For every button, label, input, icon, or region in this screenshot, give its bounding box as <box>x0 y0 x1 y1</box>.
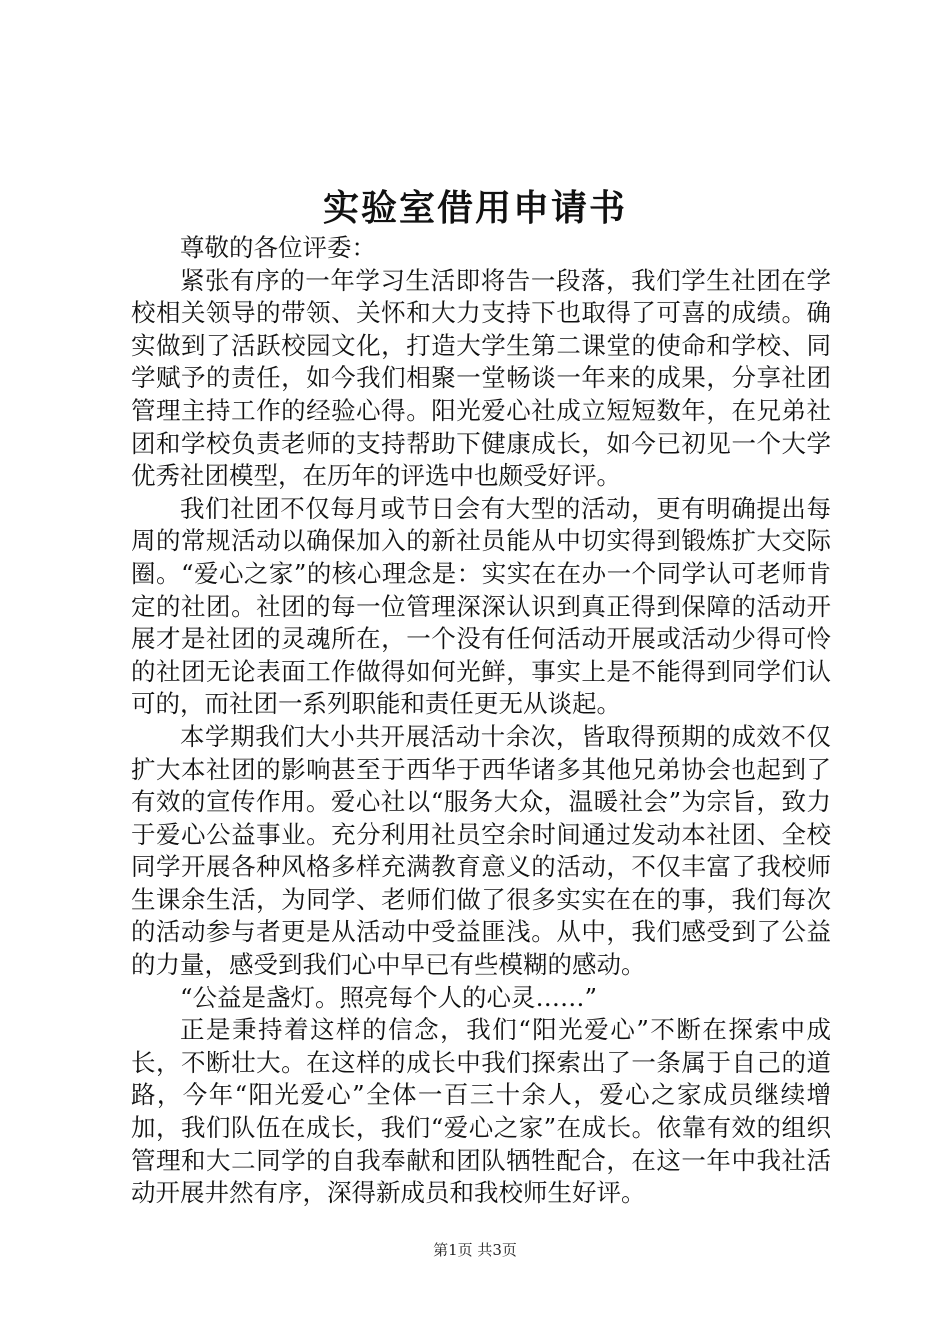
body-paragraph-5: 正是秉持着这样的信念，我们“阳光爱心”不断在探索中成长，不断壮大。在这样的成长中我们探索出了一条属于自己的道路，今年“阳光爱心”全体一百三十余人，爱心之家成员继续增加，我们队伍在成长，我们“爱心之家”在成长。依靠有效的组织管理和大二同学的自我奉献和团队牺牲配合，在这一年中我社活动开展井然有序，深得新成员和我校师生好评。 <box>131 1015 831 1208</box>
body-paragraph-1: 紧张有序的一年学习生活即将告一段落，我们学生社团在学校相关领导的带领、关怀和大力支持下也取得了可喜的成绩。确实做到了活跃校园文化，打造大学生第二课堂的使命和学校、同学赋予的责任，如今我们相聚一堂畅谈一年来的成果，分享社团管理主持工作的经验心得。阳光爱心社成立短短数年，在兄弟社团和学校负责老师的支持帮助下健康成长，如今已初见一个大学优秀社团模型，在历年的评选中也颇受好评。 <box>131 265 831 491</box>
body-paragraph-2: 我们社团不仅每月或节日会有大型的活动，更有明确提出每周的常规活动以确保加入的新社员能从中切实得到锻炼扩大交际圈。“爱心之家”的核心理念是：实实在在办一个同学认可老师肯定的社团。社团的每一位管理深深认识到真正得到保障的活动开展才是社团的灵魂所在，一个没有任何活动开展或活动少得可怜的社团无论表面工作做得如何光鲜，事实上是不能得到同学们认可的，而社团一系列职能和责任更无从谈起。 <box>131 493 831 719</box>
body-paragraph-3: 本学期我们大小共开展活动十余次，皆取得预期的成效不仅扩大本社团的影响甚至于西华于西华诸多其他兄弟协会也起到了有效的宣传作用。爱心社以“服务大众，温暖社会”为宗旨，致力于爱心公益事业。充分利用社员空余时间通过发动本社团、全校同学开展各种风格多样充满教育意义的活动，不仅丰富了我校师生课余生活，为同学、老师们做了很多实实在在的事，我们每次的活动参与者更是从活动中受益匪浅。从中，我们感受到了公益的力量，感受到我们心中早已有些模糊的感动。 <box>131 721 831 980</box>
document-body <box>131 232 831 1210</box>
quote-paragraph: “公益是盏灯。照亮每个人的心灵……” <box>180 982 598 1012</box>
salutation-paragraph: 尊敬的各位评委： <box>180 233 376 262</box>
page-number-footer: 第1页 共3页 <box>433 1241 517 1259</box>
document-title: 实验室借用申请书 <box>322 187 627 229</box>
